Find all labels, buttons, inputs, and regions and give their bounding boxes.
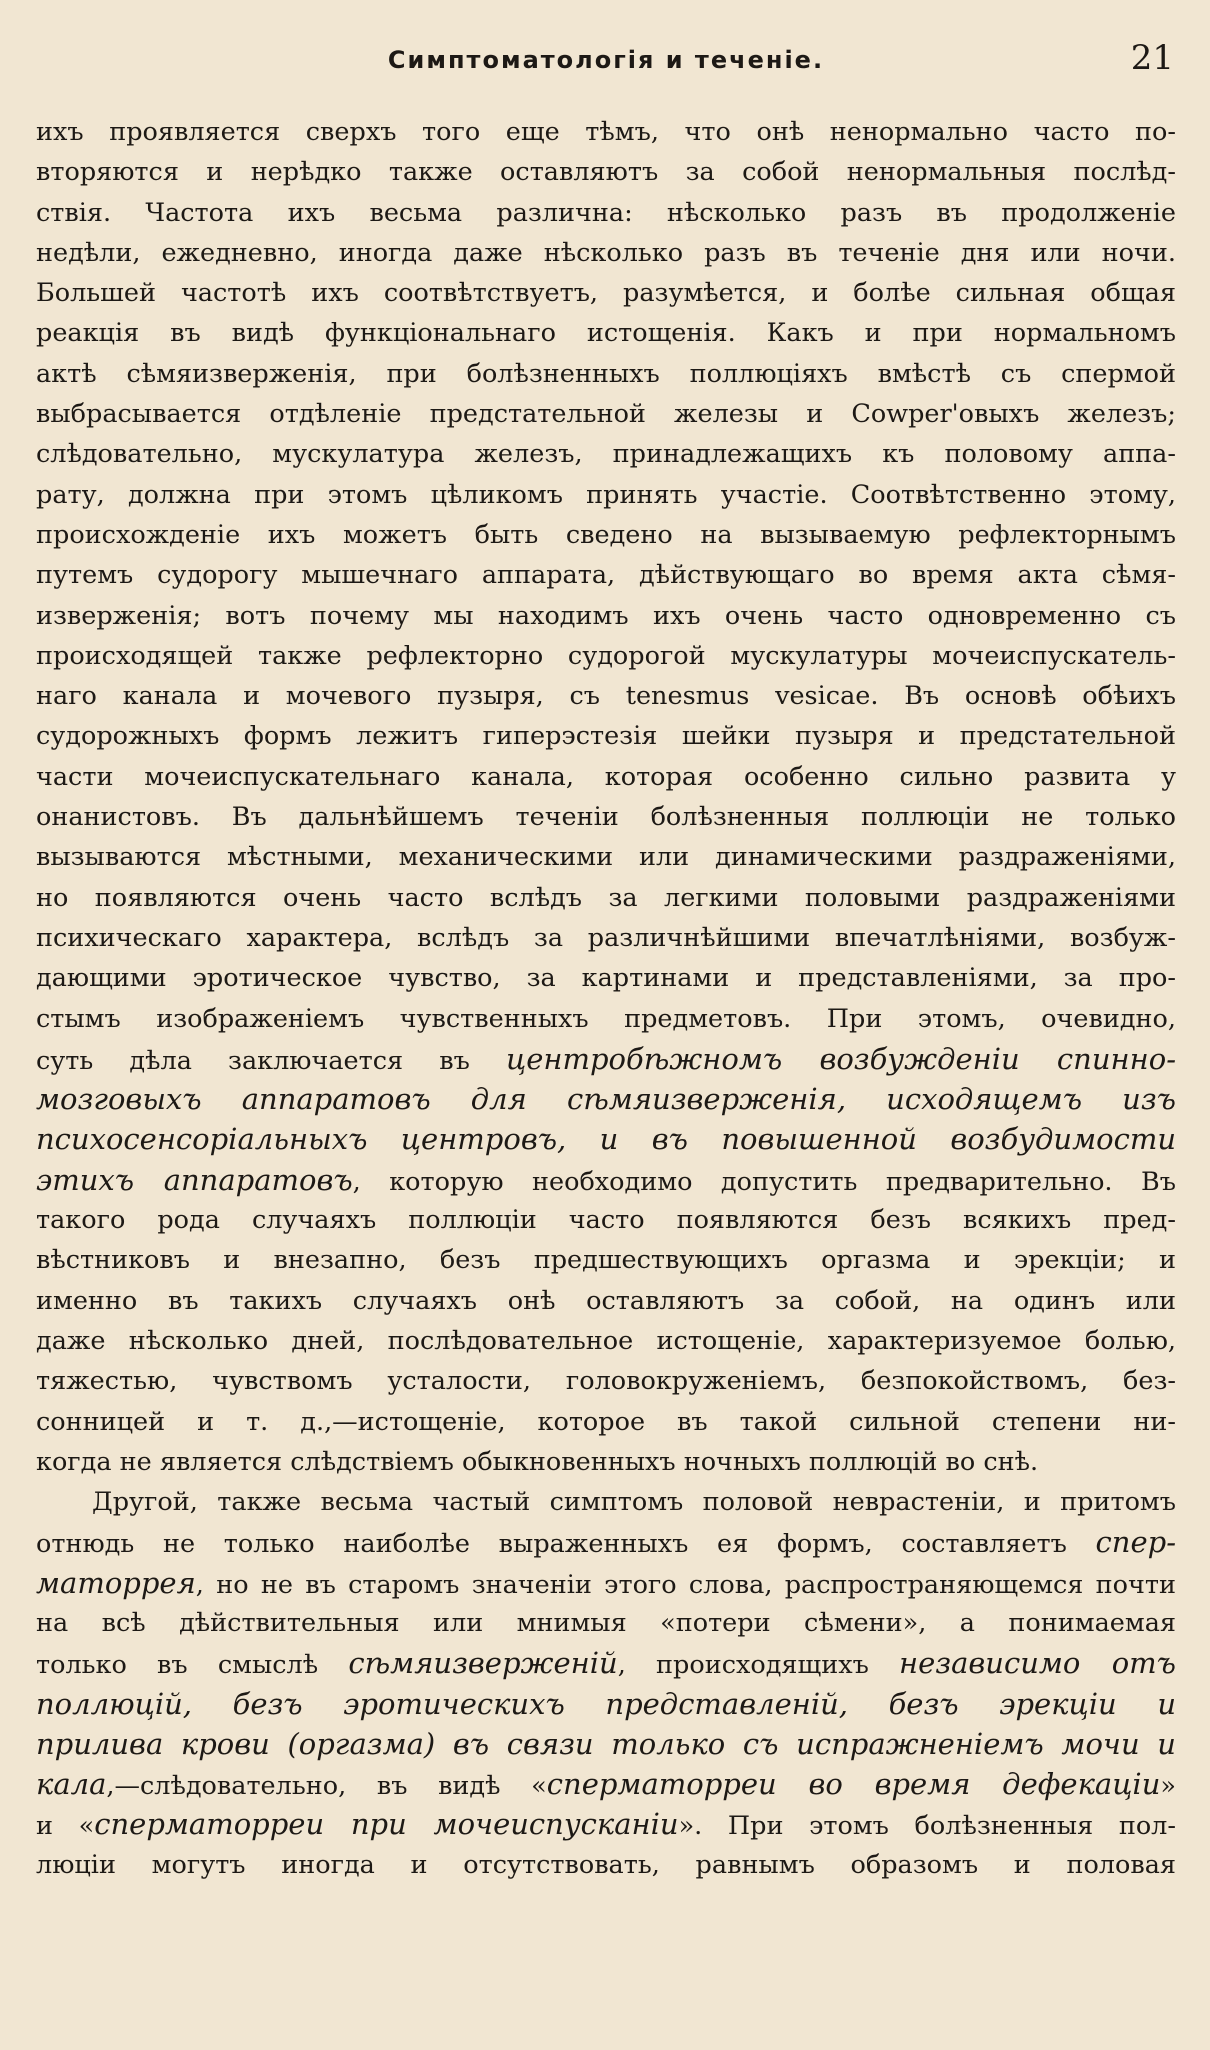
text-line: стымъ изображеніемъ чувственныхъ предметовъ. При этомъ, очевидно, (36, 1003, 1176, 1034)
emphasis-run: спер- (1095, 1525, 1176, 1560)
paragraph-2 (36, 1482, 1176, 1885)
emphasis-run: сперматорреи во время дефекаціи (546, 1767, 1161, 1802)
text-line (36, 1764, 1176, 1804)
emphasis-run: независимо отъ (899, 1646, 1176, 1681)
text-line (36, 1522, 1176, 1562)
text-run: , которую необходимо допустить предварительно. Въ (352, 1166, 1176, 1197)
text-run: суть дѣла заключается въ (36, 1045, 506, 1076)
running-title: Симптоматологія и теченіе. (387, 46, 825, 74)
paragraph-1 (36, 112, 1176, 1482)
text-line: на всѣ дѣйствительныя или мнимыя «потери сѣмени», а понимаемая (36, 1607, 1176, 1638)
text-line (36, 1563, 1176, 1603)
text-line: дающими эротическое чувство, за картинами и представленіями, за про- (36, 963, 1176, 994)
text-line: наго канала и мочевого пузыря, съ tenesmus vesicae. Въ основѣ обѣихъ (36, 681, 1176, 712)
emphasis-line: поллюцій, безъ эротическихъ представленій, безъ эрекціи и (36, 1686, 1176, 1721)
emphasis-run: маторрея (36, 1565, 196, 1600)
text-line: люціи могутъ иногда и отсутствовать, равнымъ образомъ и половая (36, 1849, 1176, 1880)
text-line: даже нѣсколько дней, послѣдовательное истощеніе, характеризуемое болью, (36, 1325, 1176, 1356)
text-line: происхожденіе ихъ можетъ быть сведено на вызываемую рефлекторнымъ (36, 519, 1176, 550)
emphasis-run: центробѣжномъ возбужденіи спинно- (505, 1041, 1176, 1076)
text-line: вторяются и нерѣдко также оставляютъ за собой ненормальныя послѣд- (36, 157, 1176, 188)
text-line: когда не является слѣдствіемъ обыкновенныхъ ночныхъ поллюцій во снѣ. (36, 1446, 1039, 1477)
text-run: , происходящихъ (617, 1650, 900, 1681)
emphasis-run: сперматорреи при мочеиспусканіи (94, 1807, 679, 1842)
text-line: тяжестью, чувствомъ усталости, головокруженіемъ, безпокойствомъ, без- (36, 1366, 1176, 1397)
book-page (36, 38, 1176, 2028)
text-run: » (1160, 1771, 1176, 1802)
text-line: выбрасывается отдѣленіе предстательной железы и Cowper'овыхъ железъ; (36, 399, 1176, 430)
text-line: ихъ проявляется сверхъ того еще тѣмъ, что онѣ ненормально часто по- (36, 117, 1176, 147)
emphasis-run: этихъ аппаратовъ (36, 1162, 353, 1197)
text-line: актѣ сѣмяизверженія, при болѣзненныхъ поллюціяхъ вмѣстѣ съ спермой (36, 358, 1176, 389)
page-number: 21 (1130, 38, 1174, 78)
text-line (36, 1039, 1176, 1079)
emphasis-line: психосенсоріальныхъ центровъ, и въ повышенной возбудимости (36, 1122, 1176, 1157)
text-run: ». При этомъ болѣзненныя пол- (678, 1811, 1176, 1842)
text-line: такого рода случаяхъ поллюціи часто появляются безъ всякихъ пред- (36, 1205, 1176, 1236)
text-line: сонницей и т. д.,—истощеніе, которое въ такой сильной степени ни- (36, 1406, 1176, 1437)
text-run: , но не въ старомъ значеніи этого слова, распространяющемся почти (195, 1569, 1176, 1600)
text-line: психическаго характера, вслѣдъ за различнѣйшими впечатлѣніями, возбуж- (36, 922, 1176, 953)
text-run: и « (36, 1811, 95, 1842)
text-line: именно въ такихъ случаяхъ онѣ оставляютъ за собой, на одинъ или (36, 1285, 1176, 1316)
text-line: рату, должна при этомъ цѣликомъ принять участіе. Соотвѣтственно этому, (36, 479, 1176, 510)
page-header (36, 38, 1176, 90)
text-run: только въ смыслѣ (36, 1650, 349, 1681)
text-run: ,—слѣдовательно, въ видѣ « (106, 1771, 547, 1802)
text-line: онанистовъ. Въ дальнѣйшемъ теченіи болѣзненныя поллюціи не только (36, 802, 1176, 833)
text-line: Другой, также весьма частый симптомъ половой неврастеніи, и притомъ (92, 1487, 1176, 1518)
text-line: вѣстниковъ и внезапно, безъ предшествующихъ оргазма и эрекціи; и (36, 1245, 1176, 1276)
emphasis-line: мозговыхъ аппаратовъ для сѣмяизверженія, исходящемъ изъ (36, 1082, 1176, 1117)
text-line: вызываются мѣстными, механическими или динамическими раздраженіями, (36, 842, 1176, 873)
text-line: недѣли, ежедневно, иногда даже нѣсколько разъ въ теченіе дня или ночи. (36, 237, 1176, 268)
text-line (36, 1804, 1176, 1844)
text-line: реакція въ видѣ функціональнаго истощенія. Какъ и при нормальномъ (36, 318, 1176, 349)
text-line: путемъ судорогу мышечнаго аппарата, дѣйствующаго во время акта сѣмя- (36, 560, 1176, 591)
emphasis-line: прилива крови (оргазма) въ связи только съ испражненіемъ мочи и (36, 1726, 1176, 1761)
emphasis-run: кала (36, 1767, 107, 1802)
text-run: отнюдь не только наиболѣе выраженныхъ ея формъ, составляетъ (36, 1529, 1096, 1560)
text-line (36, 1643, 1176, 1683)
text-line (36, 1160, 1176, 1200)
text-line: происходящей также рефлекторно судорогой мускулатуры мочеиспускатель- (36, 640, 1176, 671)
text-line: изверженія; вотъ почему мы находимъ ихъ очень часто одновременно съ (36, 600, 1176, 631)
text-line: Большей частотѣ ихъ соотвѣтствуетъ, разумѣется, и болѣе сильная общая (36, 278, 1176, 309)
text-line: части мочеиспускательнаго канала, которая особенно сильно развита у (36, 761, 1176, 792)
text-line: но появляются очень часто вслѣдъ за легкими половыми раздраженіями (36, 882, 1176, 913)
text-line: ствія. Частота ихъ весьма различна: нѣсколько разъ въ продолженіе (36, 197, 1176, 228)
emphasis-run: сѣмяизверженій (348, 1646, 618, 1681)
text-line: судорожныхъ формъ лежитъ гиперэстезія шейки пузыря и предстательной (36, 721, 1176, 752)
body-text (36, 112, 1176, 1885)
text-line: слѣдовательно, мускулатура железъ, принадлежащихъ къ половому аппа- (36, 439, 1176, 470)
